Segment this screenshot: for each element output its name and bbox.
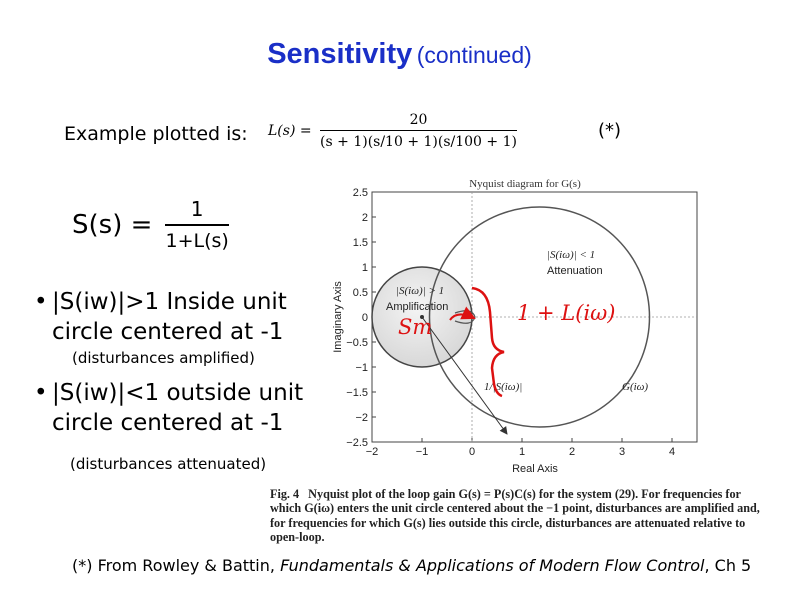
one-plus-l-annotation: 1 + L(iω) <box>517 301 616 325</box>
sensitivity-formula <box>72 197 229 252</box>
footnote <box>72 556 751 575</box>
x-tick-label: −1 <box>415 446 429 458</box>
attenuation-eq-label: |S(iω)| < 1 <box>547 249 596 261</box>
x-tick-label: 1 <box>518 446 526 458</box>
title-sub: (continued) <box>416 42 532 68</box>
y-tick-label: 2 <box>361 212 368 224</box>
example-label: Example plotted is: <box>64 123 248 145</box>
figure-caption <box>270 487 770 544</box>
y-tick-label: −1.5 <box>346 387 368 399</box>
caption-figure-number: Fig. 4 <box>270 487 300 501</box>
bullet-dot: • <box>34 289 48 315</box>
bullet-attenuated <box>34 378 324 438</box>
inverse-sensitivity-label: 1/|S(iω)| <box>484 381 523 393</box>
x-tick-label: 3 <box>618 446 626 458</box>
sensitivity-denominator: 1+L(s) <box>165 230 229 252</box>
title-main: Sensitivity <box>267 38 413 70</box>
y-tick-label: 0 <box>361 312 368 324</box>
bullet-note-attenuated: (disturbances attenuated) <box>70 455 267 473</box>
nyquist-plot <box>320 172 705 482</box>
plot-title: Nyquist diagram for G(s) <box>469 178 581 190</box>
plot-xlabel: Real Axis <box>512 463 558 475</box>
loop-gain-lhs: L(s) = <box>268 123 312 139</box>
x-tick-label: 0 <box>468 446 476 458</box>
sm-annotation: Sm <box>398 315 433 339</box>
g-curve-label: G(iω) <box>622 381 649 393</box>
y-tick-label: 1 <box>361 262 368 274</box>
bullet-text: |S(iw)|<1 outside unit circle centered at -1 <box>52 380 304 436</box>
bullet-amplified <box>34 287 324 347</box>
x-tick-label: −2 <box>365 446 379 458</box>
distance-brace <box>472 288 504 396</box>
bullet-dot: • <box>34 380 48 406</box>
loop-gain-formula <box>268 112 517 150</box>
bullet-text: |S(iw)|>1 Inside unit circle centered at -1 <box>52 289 287 345</box>
x-tick-label: 4 <box>668 446 676 458</box>
y-tick-label: 2.5 <box>352 187 368 199</box>
caption-text: Nyquist plot of the loop gain G(s) = P(s)C(s) for the system (29). For frequencies for which G(iω) enters the unit circle centered about the −1 point, disturbances are amplified and, for frequencies for which G(s) lies outside this circle, disturbances are attenuated relative to open-loop. <box>270 487 760 544</box>
loop-gain-denominator: (s + 1)(s/10 + 1)(s/100 + 1) <box>320 134 517 150</box>
plot-ylabel: Imaginary Axis <box>332 281 344 353</box>
sensitivity-lhs: S(s) = <box>72 209 153 240</box>
amplification-label: Amplification <box>386 301 449 313</box>
y-tick-label: 0.5 <box>352 287 368 299</box>
x-tick-label: 2 <box>568 446 576 458</box>
attenuation-label: Attenuation <box>547 265 603 277</box>
amplification-eq-label: |S(iω)| > 1 <box>396 285 445 297</box>
footnote-prefix: (*) From Rowley & Battin, <box>72 556 281 575</box>
sensitivity-numerator: 1 <box>165 197 228 226</box>
y-tick-label: −1 <box>355 362 368 374</box>
footnote-book-title: Fundamentals & Applications of Modern Flow Control <box>280 556 705 575</box>
slide-title <box>0 38 799 71</box>
footnote-suffix: , Ch 5 <box>704 556 752 575</box>
loop-gain-numerator: 20 <box>320 112 517 131</box>
x-axis-ticks <box>366 438 675 458</box>
bullet-note-amplified: (disturbances amplified) <box>72 349 255 367</box>
reference-marker: (*) <box>598 120 622 141</box>
y-tick-label: −2.5 <box>346 437 368 449</box>
y-tick-label: 1.5 <box>352 237 368 249</box>
y-tick-label: −0.5 <box>346 337 368 349</box>
y-tick-label: −2 <box>355 412 368 424</box>
